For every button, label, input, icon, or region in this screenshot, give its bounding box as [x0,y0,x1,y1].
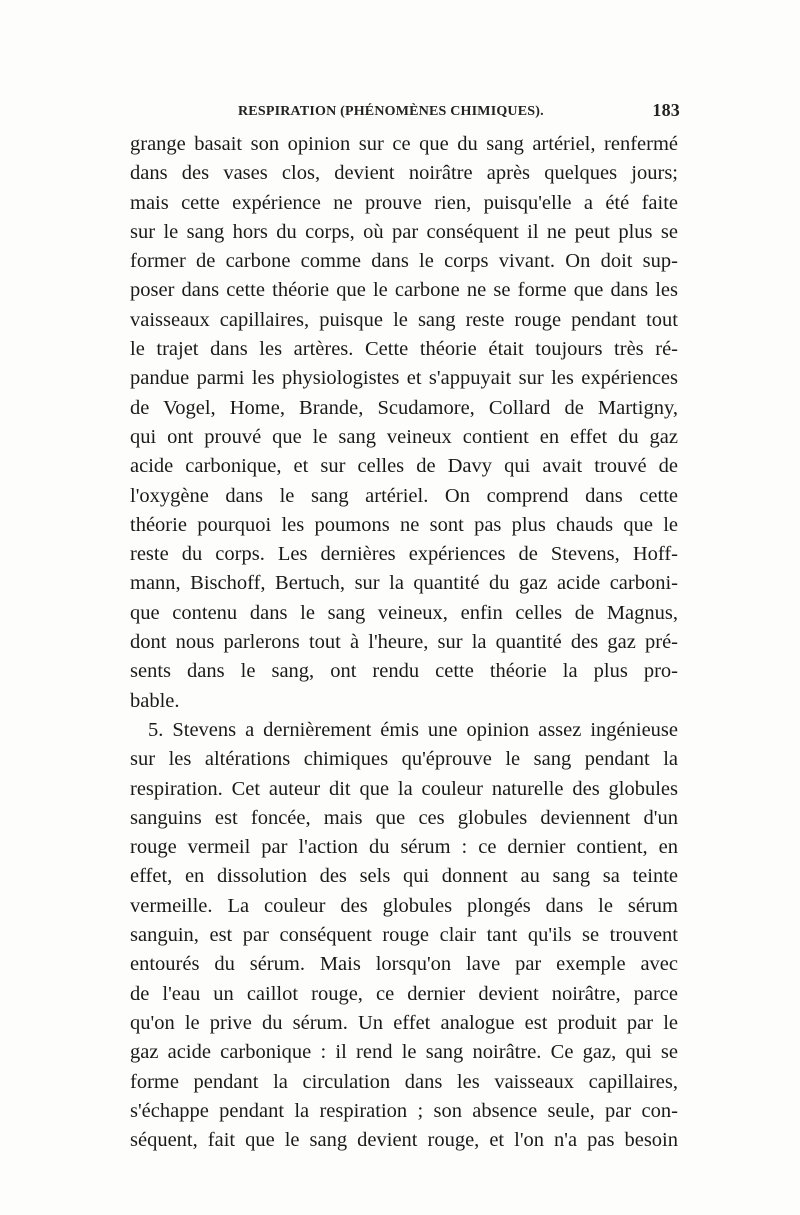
text-line: rouge vermeil par l'action du sérum : ce dernier contient, en [130,836,678,859]
paragraph-2 [130,716,678,1155]
running-head-title: RESPIRATION (PHÉNOMÈNES CHIMIQUES). [238,104,544,119]
text-line: de l'eau un caillot rouge, ce dernier devient noirâtre, parce [130,982,678,1005]
text-line: sur les altérations chimiques qu'éprouve le sang pendant la [130,748,678,771]
text-line: 5. Stevens a dernièrement émis une opinion assez ingénieuse [148,718,678,741]
text-line: dans des vases clos, devient noirâtre après quelques jours; [130,162,678,185]
text-line: gaz acide carbonique : il rend le sang noirâtre. Ce gaz, qui se [130,1041,678,1064]
text-line: vermeille. La couleur des globules plongés dans le sérum [130,894,678,917]
text-line: dont nous parlerons tout à l'heure, sur la quantité des gaz pré- [130,631,678,654]
text-line: mais cette expérience ne prouve rien, puisqu'elle a été faite [130,191,678,214]
text-line: entourés du sérum. Mais lorsqu'on lave par exemple avec [130,953,678,976]
text-line: effet, en dissolution des sels qui donnent au sang sa teinte [130,865,678,888]
body-text [130,130,678,1155]
text-line: grange basait son opinion sur ce que du sang artériel, renfermé [130,133,678,155]
text-line: forme pendant la circulation dans les vaisseaux capillaires, [130,1070,678,1093]
text-line: pandue parmi les physiologistes et s'appuyait sur les expériences [130,367,678,390]
text-line: qu'on le prive du sérum. Un effet analogue est produit par le [130,1011,678,1034]
text-line: reste du corps. Les dernières expériences de Stevens, Hoff- [130,543,678,566]
text-line: sanguins est foncée, mais que ces globules deviennent d'un [130,806,678,829]
text-line: acide carbonique, et sur celles de Davy qui avait trouvé de [130,455,678,478]
text-line: qui ont prouvé que le sang veineux contient en effet du gaz [130,425,678,448]
text-line: respiration. Cet auteur dit que la couleur naturelle des globules [130,777,678,800]
text-line: séquent, fait que le sang devient rouge, et l'on n'a pas besoin [130,1129,678,1152]
text-line: poser dans cette théorie que le carbone ne se forme que dans les [130,279,678,302]
paragraph-1 [130,130,678,716]
text-line: le trajet dans les artères. Cette théorie était toujours très ré- [130,338,678,361]
text-line: théorie pourquoi les poumons ne sont pas plus chauds que le [130,513,678,536]
page-number: 183 [652,100,680,120]
text-line: sanguin, est par conséquent rouge clair tant qu'ils se trouvent [130,924,678,947]
text-line: former de carbone comme dans le corps vivant. On doit sup- [130,250,678,273]
text-line: l'oxygène dans le sang artériel. On comprend dans cette [130,484,678,507]
text-line: mann, Bischoff, Bertuch, sur la quantité du gaz acide carboni- [130,572,678,595]
text-line: s'échappe pendant la respiration ; son absence seule, par con- [130,1099,678,1122]
text-line: de Vogel, Home, Brande, Scudamore, Collard de Martigny, [130,396,678,419]
running-head [120,100,680,124]
text-line: que contenu dans le sang veineux, enfin celles de Magnus, [130,601,678,624]
text-line: vaisseaux capillaires, puisque le sang reste rouge pendant tout [130,308,678,331]
text-line: bable. [130,689,180,712]
text-line: sents dans le sang, ont rendu cette théorie la plus pro- [130,660,678,683]
text-line: sur le sang hors du corps, où par conséquent il ne peut plus se [130,220,678,243]
